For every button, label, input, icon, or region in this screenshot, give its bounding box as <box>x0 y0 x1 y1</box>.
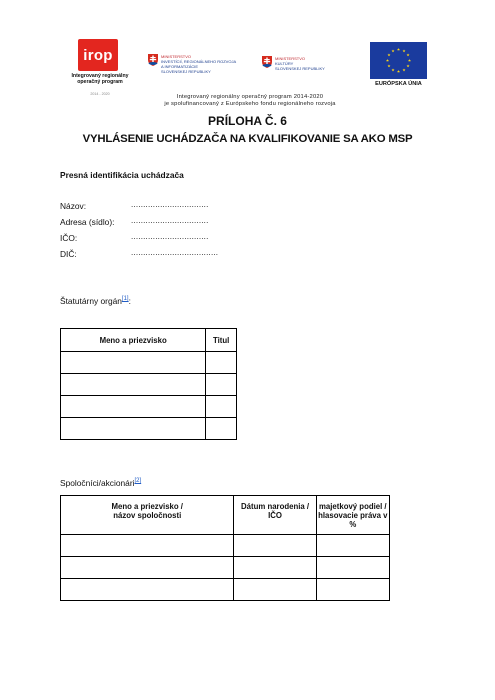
field-name-value[interactable]: ................................ <box>131 200 209 209</box>
field-label-name: Názov: <box>60 201 87 211</box>
table-row <box>61 579 390 601</box>
table-cell[interactable] <box>61 418 206 440</box>
table-cell[interactable] <box>234 535 316 557</box>
table-cell[interactable] <box>61 579 234 601</box>
table-cell[interactable] <box>61 374 206 396</box>
column-header-name: Meno a priezvisko <box>61 329 206 352</box>
irop-logo-text: irop <box>83 46 113 64</box>
table-cell[interactable] <box>61 352 206 374</box>
eu-flag-icon <box>370 42 427 79</box>
table-row <box>61 557 390 579</box>
table-cell[interactable] <box>206 396 237 418</box>
column-header-ownership: majetkový podiel / hlasovacie práva v % <box>316 496 389 535</box>
slovak-crest-icon <box>262 56 272 68</box>
ministry-culture-text: MINISTERSTVO KULTÚRY SLOVENSKEJ REPUBLIKY <box>275 56 325 71</box>
field-dic-value[interactable]: .................................... <box>131 248 219 257</box>
ministry-investment-logo <box>148 54 236 74</box>
partners-heading-text: Spoločníci/akcionári <box>60 478 135 488</box>
irop-caption-line2: operačný program <box>77 79 123 86</box>
statutory-heading: Štatutárny orgán[1]: <box>60 296 131 306</box>
table-row <box>61 396 237 418</box>
column-header-title: Titul <box>206 329 237 352</box>
table-cell[interactable] <box>61 396 206 418</box>
statutory-table <box>60 328 237 440</box>
partners-heading <box>60 478 141 488</box>
field-address-value[interactable]: ................................ <box>131 216 209 225</box>
field-label-dic: DIČ: <box>60 249 77 259</box>
partners-table <box>60 495 390 601</box>
table-cell[interactable] <box>316 557 389 579</box>
identification-heading: Presná identifikácia uchádzača <box>60 170 184 180</box>
irop-logo <box>78 39 118 71</box>
table-row <box>61 352 237 374</box>
attachment-title: PRÍLOHA Č. 6 <box>208 114 287 128</box>
slovak-crest-icon <box>148 54 158 66</box>
table-cell[interactable] <box>316 579 389 601</box>
ministry-culture-logo <box>262 56 325 71</box>
table-row <box>61 418 237 440</box>
table-cell[interactable] <box>234 579 316 601</box>
eu-caption: EURÓPSKA ÚNIA <box>375 81 422 87</box>
fund-line-2: je spolufinancovaný z Európskeho fondu regionálneho rozvoja <box>164 101 336 107</box>
table-cell[interactable] <box>206 352 237 374</box>
footnote-link-1[interactable]: [1] <box>121 296 129 303</box>
irop-caption-line1: Integrovaný regionálny <box>71 73 129 79</box>
table-cell[interactable] <box>206 418 237 440</box>
column-header-partner-name: Meno a priezvisko / názov spoločnosti <box>61 496 234 535</box>
footnote-link-2[interactable]: [2] <box>134 478 142 485</box>
field-ico-value[interactable]: ................................ <box>131 232 209 241</box>
table-row <box>61 535 390 557</box>
table-cell[interactable] <box>61 557 234 579</box>
irop-caption <box>60 73 140 85</box>
field-label-address: Adresa (sídlo): <box>60 217 115 227</box>
field-label-ico: IČO: <box>60 233 78 243</box>
fund-line-1: Integrovaný regionálny operačný program 2014-2020 <box>176 94 324 100</box>
statutory-heading-text: Štatutárny orgán <box>60 296 122 306</box>
table-cell[interactable] <box>61 535 234 557</box>
declaration-title: VYHLÁSENIE UCHÁDZAČA NA KVALIFIKOVANIE SA AKO MSP <box>82 133 413 145</box>
table-row <box>61 374 237 396</box>
table-cell[interactable] <box>234 557 316 579</box>
column-header-birth-date: Dátum narodenia / IČO <box>234 496 316 535</box>
irop-years: 2014 - 2020 <box>90 92 110 96</box>
ministry-investment-text: MINISTERSTVO INVESTÍCIÍ, REGIONÁLNEHO ROZVOJA A INFORMATIZÁCIE SLOVENSKEJ REPUBLIKY <box>161 54 237 74</box>
table-cell[interactable] <box>316 535 389 557</box>
table-cell[interactable] <box>206 374 237 396</box>
